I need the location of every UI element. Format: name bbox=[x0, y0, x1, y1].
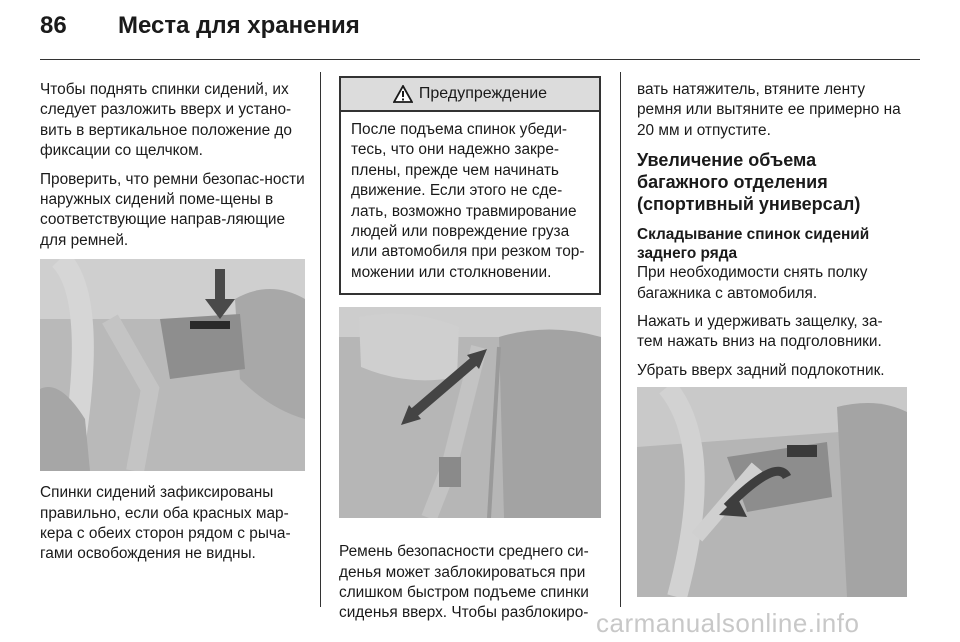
column-3 bbox=[637, 80, 907, 597]
section-heading: Увеличение объема багажного отделения (спортивный универсал) bbox=[637, 150, 861, 215]
subsection-heading: Складывание спинок сидений заднего ряда bbox=[637, 226, 870, 263]
column-1 bbox=[40, 80, 305, 573]
paragraph-remove-shelf: При необходимости снять полку багажника с автомобиля. bbox=[637, 264, 868, 302]
paragraph-armrest: Убрать вверх задний подлокотник. bbox=[637, 361, 885, 379]
header-rule bbox=[40, 59, 920, 60]
figure-center-seat-belt bbox=[339, 307, 601, 518]
page-header bbox=[0, 0, 960, 60]
paragraph-markers-not-visible: Спинки сидений зафиксированы правильно, если оба красных мар-кера с обеих сторон рядом с рыча-гами освобождения не видны. bbox=[40, 484, 291, 563]
column-divider-right bbox=[620, 72, 621, 607]
figure-seat-belt-guide bbox=[40, 259, 305, 471]
figure-folding-backrest bbox=[637, 387, 907, 597]
page-title: Места для хранения bbox=[118, 12, 360, 39]
warning-triangle-icon bbox=[393, 85, 413, 103]
paragraph-check-belts: Проверить, что ремни безопас-ности наружных сидений поме-щены в соответствующие направ-ляющие для ремней. bbox=[40, 170, 305, 249]
page-number: 86 bbox=[40, 12, 67, 39]
warning-header bbox=[341, 78, 599, 112]
paragraph-raise-backrest: Чтобы поднять спинки сидений, их следует разложить вверх и устано-вить в вертикальное положение до фиксации со щелчком. bbox=[40, 81, 292, 160]
watermark: carmanualsonline.info bbox=[596, 608, 860, 638]
warning-title: Предупреждение bbox=[418, 84, 548, 102]
warning-box bbox=[339, 76, 601, 295]
paragraph-unlock-retractor: вать натяжитель, втяните ленту ремня или вытяните ее примерно на 20 мм и отпустите. bbox=[637, 81, 901, 139]
paragraph-belt-lock: Ремень безопасности среднего си-денья может заблокироваться при слишком быстром подъеме спинки сиденья вверх. Чтобы разблокиро- bbox=[339, 543, 589, 622]
column-2 bbox=[339, 76, 601, 632]
column-divider-left bbox=[320, 72, 321, 607]
warning-text: После подъема спинок убеди-тесь, что они надежно закре-плены, прежде чем начинать движение. Если этого не сде-лать, возможно травмирование людей или повреждение груза или автомобиля при резком тор-можении или столкновении. bbox=[351, 121, 585, 281]
paragraph-press-latch: Нажать и удерживать защелку, за-тем нажать вниз на подголовники. bbox=[637, 313, 883, 351]
